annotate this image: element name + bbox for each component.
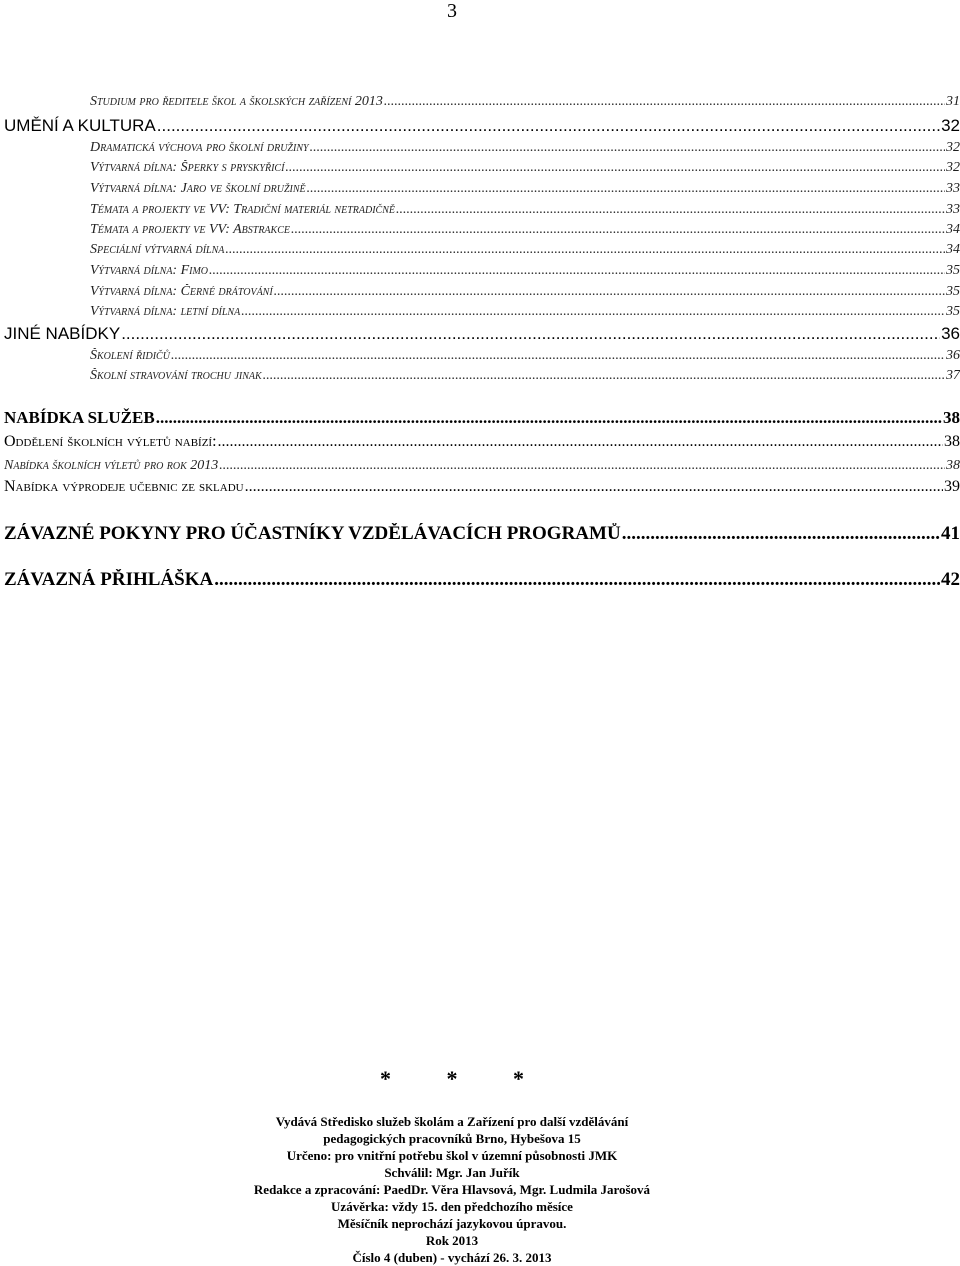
toc-entry-title: Výtvarná dílna: Jaro ve školní družině — [90, 181, 306, 196]
toc-leader — [171, 348, 945, 364]
page-number: 3 — [447, 0, 457, 22]
toc-leader — [156, 408, 942, 427]
toc-entry-page: 36 — [941, 324, 960, 343]
toc-entry-page: 33 — [946, 202, 960, 217]
toc-entry-page: 31 — [946, 94, 960, 109]
toc-entry-title: Témata a projekty ve VV: Tradiční materiál netradičně — [90, 202, 395, 217]
toc-leader — [157, 116, 940, 135]
toc-entry-title: Školení řidičů — [90, 348, 170, 363]
toc-entry-page: 32 — [946, 160, 960, 175]
toc-leader — [245, 478, 943, 496]
toc-entry-title: Školní stravování trochu jinak — [90, 368, 262, 383]
toc-entry-page: 41 — [941, 523, 960, 544]
toc-entry-title: Výtvarná dílna: Černé drátování — [90, 284, 273, 299]
colophon-line: Vydává Středisko služeb školám a Zařízení pro další vzdělávání — [275, 1114, 629, 1129]
toc-entry[interactable] — [4, 408, 960, 427]
toc-entry[interactable] — [4, 523, 960, 544]
colophon — [0, 1113, 904, 1266]
toc-entry-page: 32 — [946, 140, 960, 155]
toc-entry[interactable] — [4, 569, 960, 590]
toc-leader — [274, 284, 945, 300]
toc-entry-page: 38 — [944, 433, 960, 450]
toc-entry[interactable] — [90, 94, 960, 110]
toc-entry-title: NABÍDKA SLUŽEB — [4, 408, 155, 427]
toc-entry[interactable] — [90, 242, 960, 258]
toc-leader — [396, 202, 945, 218]
colophon-line: Měsíčník neprochází jazykovou úpravou. — [337, 1216, 567, 1231]
toc-leader — [219, 458, 945, 474]
toc-entry-page: 35 — [946, 304, 960, 319]
toc-entry-title: Výtvarná dílna: Fimo — [90, 263, 209, 278]
toc-entry[interactable] — [90, 160, 960, 176]
toc-entry-title: ZÁVAZNÉ POKYNY PRO ÚČASTNÍKY VZDĚLÁVACÍCH PROGRAMŮ — [4, 523, 621, 544]
colophon-line: Schválil: Mgr. Jan Juřík — [384, 1165, 520, 1180]
toc-entry-page: 36 — [946, 348, 960, 363]
toc-entry[interactable] — [90, 284, 960, 300]
toc-entry[interactable] — [90, 140, 960, 156]
toc-leader — [225, 242, 945, 258]
toc-entry-title: JINÉ NABÍDKY — [4, 324, 121, 343]
toc-leader — [384, 94, 945, 110]
toc-entry-title: ZÁVAZNÁ PŘIHLÁŠKA — [4, 569, 214, 590]
toc-entry[interactable] — [90, 348, 960, 364]
toc-entry-title: Výtvarná dílna: letní dílna — [90, 304, 241, 319]
toc-entry-title: Speciální výtvarná dílna — [90, 242, 225, 257]
colophon-line: Určeno: pro vnitřní potřebu škol v územní působnosti JMK — [286, 1148, 618, 1163]
toc-entry[interactable] — [4, 478, 960, 496]
toc-entry-page: 42 — [941, 569, 960, 590]
toc-entry[interactable] — [90, 304, 960, 320]
toc-entry-title: Témata a projekty ve VV: Abstrakce — [90, 222, 290, 237]
toc-entry[interactable] — [4, 433, 960, 451]
toc-entry-page: 32 — [941, 116, 960, 135]
toc-entry-title: Nabídka výprodeje učebnic ze skladu — [4, 478, 244, 495]
section-separator: * * * — [380, 1066, 524, 1091]
toc-leader — [622, 523, 940, 544]
toc-leader — [121, 324, 940, 343]
toc-entry-page: 38 — [943, 408, 960, 427]
toc-entry-page: 33 — [946, 181, 960, 196]
toc-entry-title: Oddělení školních výletů nabízí: — [4, 433, 217, 450]
toc-entry[interactable] — [4, 458, 960, 474]
colophon-line: pedagogických pracovníků Brno, Hybešova 15 — [323, 1131, 581, 1146]
toc-leader — [214, 569, 940, 590]
colophon-line: Rok 2013 — [425, 1233, 479, 1248]
toc-entry-page: 34 — [946, 222, 960, 237]
toc-entry[interactable] — [90, 202, 960, 218]
toc-leader — [310, 140, 945, 156]
colophon-line: Číslo 4 (duben) - vychází 26. 3. 2013 — [352, 1250, 552, 1265]
toc-leader — [285, 160, 945, 176]
toc-leader — [241, 304, 945, 320]
toc-entry-page: 34 — [946, 242, 960, 257]
toc-leader — [263, 368, 945, 384]
toc-entry-page: 38 — [946, 458, 960, 473]
colophon-line: Uzávěrka: vždy 15. den předchozího měsíce — [331, 1199, 573, 1214]
toc-entry[interactable] — [90, 222, 960, 238]
toc-entry[interactable] — [90, 368, 960, 384]
toc-entry-page: 37 — [946, 368, 960, 383]
toc-entry-title: UMĚNÍ A KULTURA — [4, 116, 156, 135]
toc-entry-page: 35 — [946, 284, 960, 299]
toc-leader — [291, 222, 945, 238]
toc-entry-title: Nabídka školních výletů pro rok 2013 — [4, 458, 219, 473]
toc-entry-page: 35 — [946, 263, 960, 278]
toc-entry[interactable] — [4, 116, 960, 135]
toc-leader — [209, 263, 945, 279]
colophon-line: Redakce a zpracování: PaedDr. Věra Hlavsová, Mgr. Ludmila Jarošová — [253, 1182, 651, 1197]
toc-entry[interactable] — [4, 324, 960, 343]
toc-entry[interactable] — [90, 181, 960, 197]
toc-entry[interactable] — [90, 263, 960, 279]
toc-leader — [307, 181, 945, 197]
toc-entry-page: 39 — [944, 478, 960, 495]
toc-entry-title: Studium pro ředitele škol a školských zařízení 2013 — [90, 94, 383, 109]
toc-entry-title: Výtvarná dílna: Šperky s pryskyřicí — [90, 160, 285, 175]
toc-leader — [218, 433, 943, 451]
toc-entry-title: Dramatická výchova pro školní družiny — [90, 140, 309, 155]
